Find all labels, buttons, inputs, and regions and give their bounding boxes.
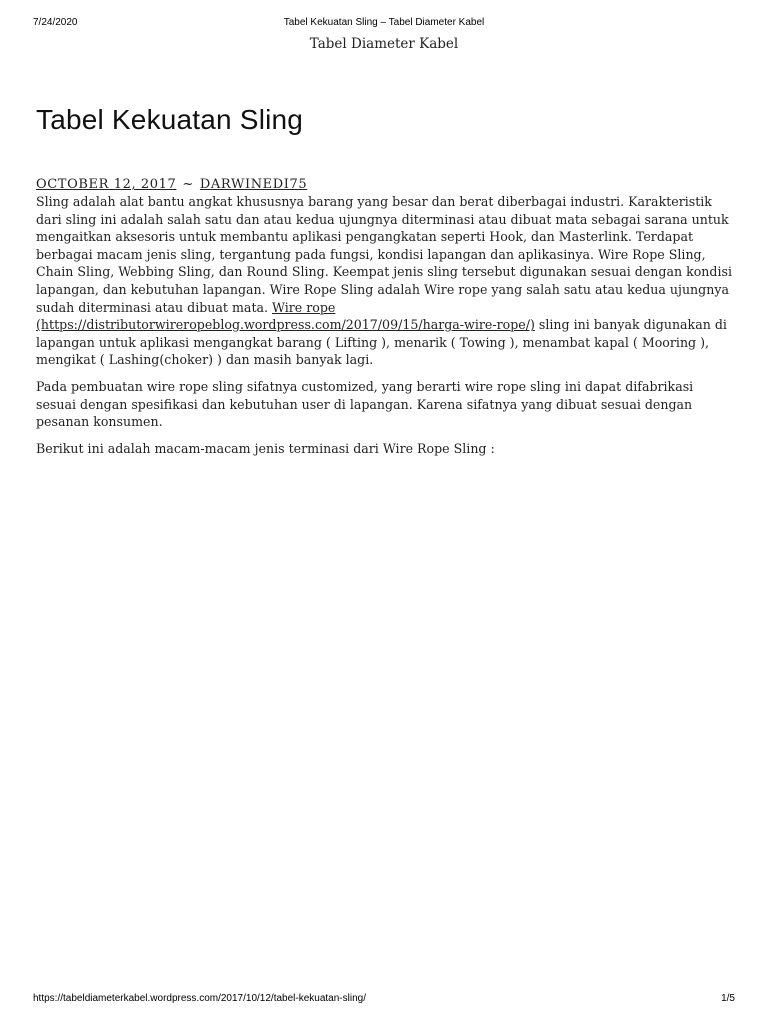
- print-header: [0, 17, 768, 31]
- post-date-link[interactable]: OCTOBER 12, 2017: [36, 177, 177, 192]
- paragraph-fabrication: Pada pembuatan wire rope sling sifatnya customized, yang berarti wire rope sling ini dapat difabrikasi sesuai dengan spesifikasi dan kebutuhan user di lapangan. Karena sifatnya yang dibuat sesuai dengan pesanan konsumen.: [36, 378, 694, 430]
- paragraph-intro: [36, 193, 736, 369]
- paragraph-intro-text-end: sling ini banyak digunakan di lapangan untuk aplikasi mengangkat barang ( Lifting ), menarik ( Towing ), menambat kapal ( Mooring ), mengikat ( Lashing(choker) ) dan masih banyak lagi.: [36, 317, 727, 368]
- paragraph-intro-text: Sling adalah alat bantu angkat khususnya barang yang besar dan berat diberbagai industri. Karakteristik dari sling ini adalah salah satu dan atau kedua ujungnya diterminasi atau dibuat mata sebagai sarana untuk mengaitkan aksesoris untuk membantu aplikasi pengangkatan seperti Hook, dan Masterlink. Terdapat berbagai macam jenis sling, tergantung pada fungsi, kondisi lapangan dan aplikasinya. Wire Rope Sling, Chain Sling, Webbing Sling, dan Round Sling. Keempat jenis sling tersebut digunakan sesuai dengan kondisi lapangan, dan kebutuhan lapangan. Wire Rope Sling adalah Wire rope yang salah satu atau kedua ujungnya sudah diterminasi atau dibuat mata.: [36, 194, 732, 315]
- page-number: 1/5: [721, 993, 735, 1004]
- post-content: [36, 193, 736, 466]
- print-date: 7/24/2020: [33, 17, 78, 28]
- meta-separator: ~: [182, 177, 194, 192]
- wire-rope-link[interactable]: Wire rope (https://distributorwireropeblog.wordpress.com/2017/09/15/harga-wire-rope/): [36, 299, 535, 333]
- print-url: https://tabeldiameterkabel.wordpress.com/2017/10/12/tabel-kekuatan-sling/: [33, 993, 366, 1004]
- post-author-link[interactable]: DARWINEDI75: [199, 177, 308, 192]
- paragraph-terminations: Berikut ini adalah macam-macam jenis terminasi dari Wire Rope Sling :: [36, 440, 495, 456]
- post-title: Tabel Kekuatan Sling: [36, 104, 304, 135]
- print-footer: [0, 993, 768, 1007]
- print-doc-title: Tabel Kekuatan Sling – Tabel Diameter Kabel: [283, 17, 485, 28]
- site-title[interactable]: Tabel Diameter Kabel: [309, 36, 459, 52]
- post-meta: [36, 177, 307, 192]
